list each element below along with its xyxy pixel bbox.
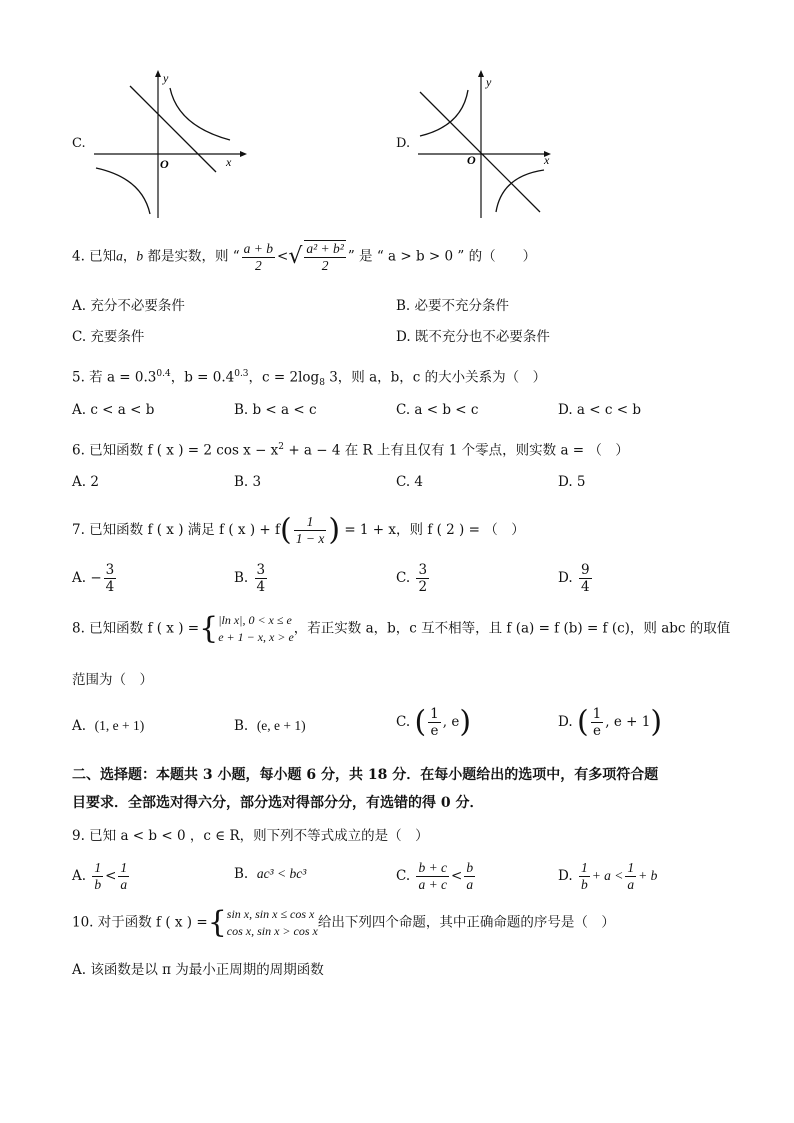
question-4: 4. 已知a，b 都是实数，则 “ $\frac{a + b}{2}$ <√ $\frac{\text{a² + b²}}{2}$ ” 是 “ a > b > 0 ” 的（ ） <box>72 240 537 273</box>
q7-fraction: $\frac{1}{1 - x}$ <box>295 514 325 546</box>
q7-option-c: C. $\frac{3}{2}$ <box>396 562 428 595</box>
question-10: 10. 对于函数 f ( x ) ={ sin x, sin x ≤ cos x cos x, sin x > cos x 给出下列四个命题，其中正确命题的序号是（ ） <box>72 905 615 940</box>
q4-option-c: C. 充要条件 <box>72 329 145 345</box>
q7-option-b: B. $\frac{3}{4}$ <box>234 562 266 595</box>
graph-d-y: y <box>486 75 492 89</box>
graph-c-y: y <box>163 71 169 85</box>
q6-option-c: C. 4 <box>396 474 424 490</box>
q5-option-a: A. c < a < b <box>72 402 155 418</box>
graph-d <box>412 68 572 220</box>
q4-option-b: B. 必要不充分条件 <box>396 298 510 314</box>
q7-option-d: D. $\frac{9}{4}$ <box>558 562 590 595</box>
graph-d-origin: O <box>467 153 476 167</box>
question-7: 7. 已知函数 f ( x ) 满足 f ( x ) + f( $\frac{1}{1 - x}$ ) = 1 + x，则 f ( 2 ) = （ ） <box>72 512 525 548</box>
graph-c-x: x <box>226 155 232 169</box>
q9-option-d: D. $\frac{1}{b}$ + a < $\frac{1}{a}$ + b <box>558 860 658 892</box>
graph-d-label: D. <box>396 136 411 151</box>
q4-option-d: D. 既不充分也不必要条件 <box>396 329 550 345</box>
q9-option-a: A. $\frac{1}{b}$ < $\frac{1}{a}$ <box>72 860 128 892</box>
q8-option-b: B. (e, e + 1) <box>234 718 306 734</box>
q9-option-c: C. $\frac{b + c}{a + c}$ < $\frac{b}{a}$ <box>396 860 474 892</box>
q8-option-c: C. ( $\frac{1}{e}$ , e) <box>396 704 472 740</box>
q6-option-a: A. 2 <box>72 474 99 490</box>
q6-option-d: D. 5 <box>558 474 586 490</box>
graph-d-x: x <box>544 153 550 167</box>
q7-option-a: A. − $\frac{3}{4}$ <box>72 562 115 595</box>
q10-piecewise: sin x, sin x ≤ cos x cos x, sin x > cos x <box>226 907 318 938</box>
q10-option-a: A. 该函数是以 π 为最小正周期的周期函数 <box>72 962 324 978</box>
q4-sqrt-fraction: $\frac{\text{a² + b²}}{2}$ <box>306 241 344 273</box>
q5-option-b: B. b < a < c <box>234 402 317 418</box>
q5-option-c: C. a < b < c <box>396 402 479 418</box>
q4-fraction: $\frac{a + b}{2}$ <box>243 240 274 273</box>
q6-option-b: B. 3 <box>234 474 262 490</box>
question-6: 6. 已知函数 f ( x ) = 2 $\cos x - x^2 + a - 4$ 在 R 上有且仅有 1 个零点，则实数 a = （ ） <box>72 442 629 459</box>
graph-c-label: C. <box>72 136 86 151</box>
question-8: 8. 已知函数 f ( x ) ={ |ln x|, 0 < x ≤ e e + 1 − x, x > e ，若正实数 a，b，c 互不相等，且 f (a) = f (b) = f (c)，则 abc 的取值 <box>72 611 731 646</box>
q9-option-b: B. ac³ < bc³ <box>234 866 307 882</box>
q8-piecewise: |ln x|, 0 < x ≤ e e + 1 − x, x > e <box>218 613 294 644</box>
graph-c-origin: O <box>160 157 169 171</box>
section-2-heading-line2: 目要求．全部选对得六分，部分选对得部分分，有选错的得 0 分． <box>72 795 484 811</box>
q8-option-d: D. ( $\frac{1}{e}$ , e + 1) <box>558 704 663 740</box>
section-2-heading: 二、选择题：本题共 3 小题，每小题 6 分，共 18 分．在每小题给出的选项中，有多项符合题 <box>72 767 659 783</box>
q5-option-d: D. a < c < b <box>558 402 641 418</box>
question-9: 9. 已知 a < b < 0 ，c ∈ R，则下列不等式成立的是（ ） <box>72 828 429 844</box>
q4-option-a: A. 充分不必要条件 <box>72 298 185 314</box>
q8-option-a: A. (1, e + 1) <box>72 718 145 734</box>
question-5: 5. 若 $a = 0.3^{0.4}$，$b = 0.4^{0.3}$，$c = 2\log_8$ 3，则 a，b，c 的大小关系为（ ） <box>72 369 547 389</box>
question-8-line2: 范围为（ ） <box>72 672 153 688</box>
graph-c <box>90 68 250 220</box>
